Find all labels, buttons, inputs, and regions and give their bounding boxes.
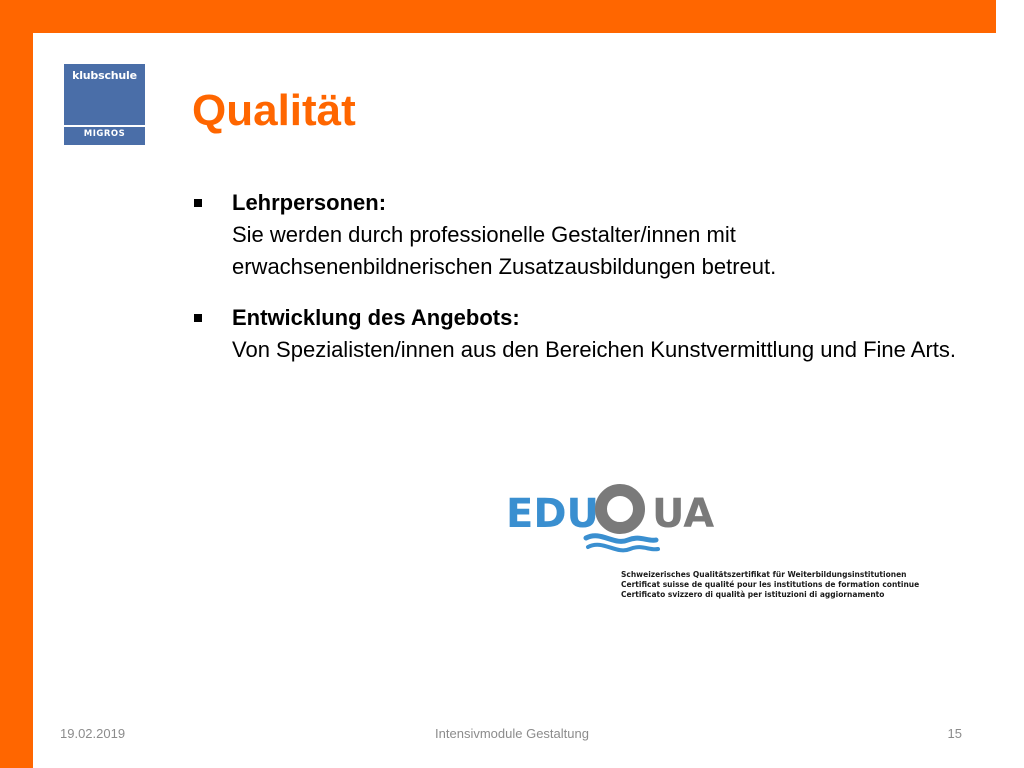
eduqua-left-text: EDU: [506, 491, 600, 537]
eduqua-line: Certificato svizzero di qualità per istituzioni di aggiornamento: [621, 590, 885, 599]
left-accent-bar: [0, 0, 33, 768]
bullet-heading: Lehrpersonen:: [232, 190, 387, 215]
eduqua-wave-top: [586, 536, 656, 542]
eduqua-certificate-text: [621, 570, 919, 600]
eduqua-line: Schweizerisches Qualitätszertifikat für Weiterbildungsinstitutionen: [621, 570, 907, 579]
klubschule-migros-logo: [64, 64, 145, 145]
footer-title: Intensivmodule Gestaltung: [435, 726, 589, 741]
bullet-list: [192, 187, 982, 385]
square-bullet-icon: [194, 314, 202, 322]
slide-title: Qualität: [192, 86, 356, 135]
eduqua-right-text: UA: [652, 491, 715, 537]
bullet-item: [192, 187, 982, 283]
logo-bottom-text: MIGROS: [83, 129, 126, 139]
logo-top-text: klubschule: [72, 69, 137, 82]
bullet-text: Sie werden durch professionelle Gestalter/innen mit erwachsenenbildnerischen Zusatzausbildungen betreut.: [232, 222, 777, 279]
eduqua-q-ring: [601, 490, 639, 528]
bullet-item: [192, 302, 982, 366]
footer-page-number: 15: [947, 726, 962, 741]
bullet-text: Von Spezialisten/innen aus den Bereichen Kunstvermittlung und Fine Arts.: [232, 337, 957, 362]
eduqua-line: Certificat suisse de qualité pour les institutions de formation continue: [621, 580, 920, 589]
bullet-heading: Entwicklung des Angebots:: [232, 305, 520, 330]
logo-divider: [64, 125, 145, 127]
top-accent-bar: [0, 0, 996, 33]
square-bullet-icon: [194, 199, 202, 207]
eduqua-wave-bottom: [588, 545, 658, 551]
footer-date: 19.02.2019: [60, 726, 126, 741]
